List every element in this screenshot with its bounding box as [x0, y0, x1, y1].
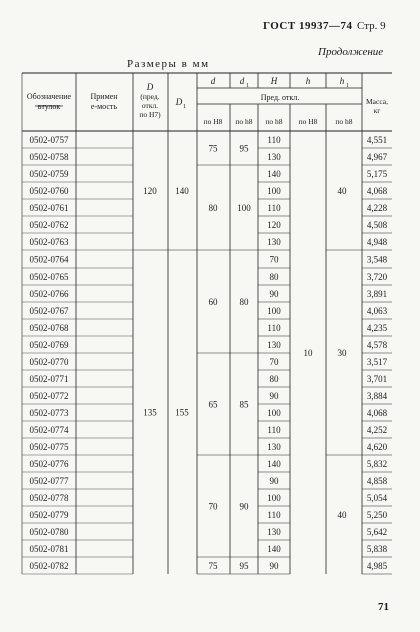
table-row-mass: 5,832 [366, 459, 388, 469]
table-row-mass: 4,228 [366, 203, 388, 213]
table-row-mass: 3,884 [366, 391, 388, 401]
table-row-code: 0502-0759 [29, 169, 69, 179]
table-row-mass: 4,068 [366, 408, 388, 418]
table-row-mass: 3,891 [366, 289, 388, 299]
D1-value: 155 [175, 407, 189, 418]
header-tolerance: Пред. откл. [260, 93, 300, 102]
d1-value: 95 [239, 143, 249, 154]
d1-value: 80 [239, 297, 249, 307]
table-row-H: 90 [269, 391, 279, 401]
d-value: 75 [208, 561, 218, 571]
table-row-code: 0502-0769 [29, 340, 69, 350]
table-row-code: 0502-0778 [29, 493, 69, 503]
D1-value: 140 [175, 186, 189, 196]
d1-value: 85 [239, 399, 249, 410]
table-row-H: 140 [267, 459, 281, 469]
header-h1: h [339, 76, 345, 86]
table-row-H: 100 [267, 493, 281, 503]
header-d1: d [239, 76, 245, 86]
table-row-code: 0502-0760 [29, 186, 69, 196]
table-row-H: 90 [269, 289, 279, 299]
h1-value: 40 [337, 510, 347, 520]
table-row-mass: 4,068 [366, 186, 388, 196]
header-tol-d: по H8 [203, 117, 223, 126]
table-row-mass: 3,701 [366, 374, 388, 384]
table-row-H: 130 [267, 237, 281, 247]
table-row-code: 0502-0767 [29, 306, 69, 316]
table-row-H: 110 [267, 425, 281, 435]
table-row-H: 130 [267, 442, 281, 452]
table-row-mass: 4,985 [366, 561, 388, 571]
table-row-code: 0502-0772 [29, 391, 69, 401]
table-row-mass: 4,252 [366, 425, 388, 435]
d1-value: 100 [237, 203, 251, 213]
header-D: D [146, 82, 154, 92]
D-value: 120 [143, 186, 157, 196]
table-row-H: 100 [267, 408, 281, 418]
table-row-mass: 4,858 [366, 476, 388, 486]
table-row-H: 130 [267, 527, 281, 537]
continuation-label: Продолжение [318, 46, 384, 58]
table-row-code: 0502-0775 [29, 442, 69, 452]
header-H: H [270, 76, 278, 86]
table-row-H: 100 [267, 186, 281, 196]
table-row-code: 0502-0771 [29, 374, 69, 384]
table-row-code: 0502-0782 [29, 561, 69, 571]
header-d: d [210, 76, 216, 86]
table-row-mass: 4,967 [366, 152, 388, 162]
table-row-H: 70 [269, 254, 279, 265]
header-tol-H: по h8 [265, 117, 283, 126]
header-tol-h1: по h8 [335, 117, 353, 126]
table-row-code: 0502-0766 [29, 289, 69, 299]
d-value: 70 [208, 501, 218, 512]
page-label: Стр. 9 [357, 20, 386, 32]
d-value: 60 [208, 297, 218, 307]
table-row-mass: 4,948 [366, 237, 388, 247]
d-value: 75 [208, 143, 218, 154]
header-h: h [305, 76, 311, 86]
header-tol-d1: по h8 [235, 117, 253, 126]
table-row-H: 110 [267, 323, 281, 333]
table-row-H: 140 [267, 544, 281, 554]
table-row-mass: 4,551 [366, 135, 388, 145]
dimensions-caption: Размеры в мм [127, 58, 210, 70]
D-value: 135 [143, 407, 157, 418]
table-row-H: 90 [269, 476, 279, 486]
table-row-mass: 5,054 [366, 493, 388, 503]
d-value: 65 [208, 399, 218, 410]
table-row-code: 0502-0758 [29, 152, 69, 162]
header-D1: D [175, 97, 183, 107]
table-row-code: 0502-0773 [29, 408, 69, 418]
table-row-H: 130 [267, 152, 281, 162]
table-row-mass: 3,548 [366, 254, 388, 265]
header-D-tolerance: (пред. откл. по H7) [139, 92, 161, 119]
table-row-mass: 3,517 [366, 357, 388, 367]
table-row-code: 0502-0779 [29, 510, 69, 520]
table-row-H: 80 [269, 272, 279, 282]
table-row-code: 0502-0762 [29, 220, 69, 230]
table-row-code: 0502-0776 [29, 459, 69, 469]
table-row-code: 0502-0781 [29, 544, 69, 554]
table-row-H: 110 [267, 510, 281, 520]
table-row-H: 80 [269, 374, 279, 384]
header-D1-subscript: 1 [183, 104, 186, 110]
header-designation: Обозначение втулок [26, 92, 72, 111]
table-row-code: 0502-0765 [29, 272, 69, 282]
table-row-H: 110 [267, 135, 281, 145]
h1-value: 30 [337, 348, 347, 358]
table-row-mass: 4,620 [366, 442, 388, 452]
table-row-code: 0502-0780 [29, 527, 69, 537]
d1-value: 90 [239, 501, 249, 512]
header-tol-h: по H8 [298, 117, 318, 126]
table-row-mass: 5,838 [366, 544, 388, 554]
h-value: 10 [303, 348, 313, 358]
table-row-H: 90 [269, 561, 279, 571]
table-row-mass: 5,642 [366, 527, 388, 537]
table-row-H: 120 [267, 220, 281, 230]
standard-number: ГОСТ 19937—74 [263, 20, 353, 32]
h1-value: 40 [337, 186, 347, 196]
table-row-H: 140 [267, 169, 281, 179]
table-row-code: 0502-0757 [29, 135, 69, 145]
table-row-H: 100 [267, 306, 281, 316]
table-row-H: 110 [267, 203, 281, 213]
header-d1-subscript: 1 [246, 83, 249, 89]
table-row-mass: 4,063 [366, 306, 388, 316]
d-value: 80 [208, 203, 218, 213]
table-row-code: 0502-0774 [29, 425, 69, 435]
table-row-mass: 5,175 [366, 169, 388, 179]
table-row-code: 0502-0764 [29, 254, 69, 265]
table-row-H: 130 [267, 340, 281, 350]
table-row-code: 0502-0763 [29, 237, 69, 247]
table-row-mass: 5,250 [366, 510, 388, 520]
table-row-mass: 4,235 [366, 323, 388, 333]
header-mass: Масса, кг [366, 97, 388, 115]
header-application: Примен е-мость [90, 92, 118, 111]
header-h1-subscript: 1 [346, 83, 349, 89]
table-row-code: 0502-0761 [29, 203, 69, 213]
d1-value: 95 [239, 561, 249, 571]
table-row-code: 0502-0770 [29, 357, 69, 367]
table-row-mass: 4,578 [366, 340, 388, 350]
table-row-mass: 3,720 [366, 272, 388, 282]
table-row-code: 0502-0768 [29, 323, 69, 333]
table-row-code: 0502-0777 [29, 476, 69, 486]
page-number: 71 [378, 601, 389, 613]
table-row-mass: 4,508 [366, 220, 388, 230]
table-row-H: 70 [269, 357, 279, 367]
